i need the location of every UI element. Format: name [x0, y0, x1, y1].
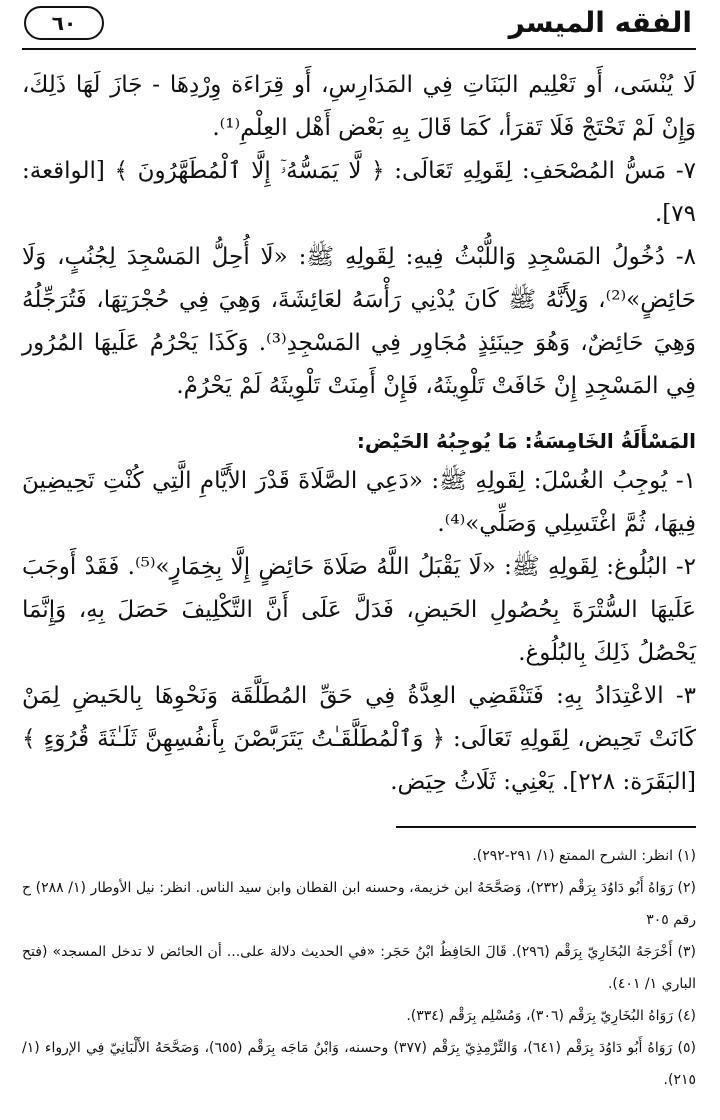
- main-text: [22, 64, 696, 804]
- paragraph-2: ٧- مَسُّ المُصْحَفِ: لِقَولِهِ تَعَالَى: ﴿ لَّا يَمَسُّهُۥٓ إِلَّا ٱلْمُطَهَّرُونَ ﴾ [الواقعة: ٧٩].: [22, 158, 696, 227]
- paragraph-6: ٣- الاعْتِدَادُ بِهِ: فَتَنْقَضِي العِدَّةُ فِي حَقِّ المُطَلَّقَة وَنَحْوِهَا بِالحَيضِ لِمَنْ كَانَتْ تَحِيض، لِقَولِهِ تَعَالَى: ﴿ وَٱلْمُطَلَّقَـٰتُ يَتَرَبَّصْنَ بِأَنفُسِهِنَّ ثَلَـٰثَةَ قُرُوٓءٍ ﴾ [البَقَرَة: ٢٢٨]. يَعْنِي: ثَلَاثُ حِيَض.: [22, 683, 696, 795]
- footnote-3: (٣) أَخْرَجَهُ البُخَارِيّ بِرَقْم (٢٩٦). قَالَ الحَافِظُ ابْنُ حَجَر: «في الحديث دلالة على... أن الحائض لا تدخل المسجد» (فتح الباري ١/ ٤٠١).: [22, 944, 696, 992]
- header-divider: [22, 48, 696, 50]
- paragraph-4: ١- يُوجِبُ الغُسْلَ: لِقَولِهِ ﷺ: «دَعِي الصَّلَاةَ قَدْرَ الأَيَّامِ الَّتِي كُنْتِ تَحِيضِينَ فِيهَا، ثُمَّ اغْتَسِلِي وَصَلِّي»⁽⁴⁾.: [22, 468, 696, 537]
- page-number: ٦٠: [24, 6, 104, 40]
- paragraph-3: ٨- دُخُولُ المَسْجِدِ وَاللُّبْثُ فِيهِ: لِقَولِهِ ﷺ: «لَا أُحِلُّ المَسْجِدَ لِجُنُبٍ، وَلَا حَائِضٍ»⁽²⁾، وَلِأَنَّهُ ﷺ كَانَ يُدْنِي رَأْسَهُ لعَائِشَةَ، وَهِيَ فِي حُجْرَتِهَا، فَتُرَجِّلُهُ وَهِيَ حَائِضٌ، وَهُوَ حِينَئِذٍ مُجَاوِر فِي المَسْجِدِ⁽³⁾. وَكَذَا يَحْرُمُ عَلَيهَا المُرُور فِي المَسْجِدِ إِنْ خَافَتْ تَلْوِيثَهُ، فَإِنْ أَمِنَتْ تَلْوِيثَهُ لَمْ يَحْرُمْ.: [22, 244, 696, 399]
- footnote-4: (٤) رَوَاهُ البُخَارِيّ بِرَقْم (٣٠٦)، وَمُسْلِم بِرَقْم (٣٣٤).: [406, 1008, 696, 1024]
- section-heading: المَسْأَلَةُ الخَامِسَةُ: مَا يُوجِبُهُ الحَيْض:: [356, 429, 696, 453]
- footnotes: [22, 840, 696, 1096]
- paragraph-1: لَا يُنْسَى، أَو تَعْلِيم البَنَاتِ فِي المَدَارِسِ، أَو قِرَاءَة وِرْدِهَا - جَازَ لَهَا ذَلِكَ، وَإِنْ لَمْ تَحْتَجْ فَلَا تَقرَأ، كَمَا قَالَ بِهِ بَعْض أَهْل العِلْمِ⁽¹⁾.: [22, 72, 696, 141]
- footnote-1: (١) انظر: الشرح الممتع (١/ ٢٩١-٢٩٢).: [472, 848, 696, 864]
- footnote-2: (٢) رَوَاهُ أَبُو دَاوُدَ بِرَقْم (٢٣٢)، وَصَحَّحَهُ ابن خزيمة، وحسنه ابن القطان وابن سيد الناس. انظر: نيل الأوطار (١/ ٢٨٨) ح رقم ٣٠٥: [22, 880, 696, 928]
- book-title: الفقه الميسر: [508, 6, 692, 39]
- footnote-5: (٥) رَوَاهُ أَبُو دَاوُدَ بِرَقْم (٦٤١)، وَالتِّرْمِذِيّ بِرَقْم (٣٧٧) وحسنه، وَابْنُ مَاجَه بِرَقْم (٦٥٥)، وَصَحَّحَهُ الأَلْبَانِيّ فِي الإرواء (١/ ٢١٥).: [22, 1040, 696, 1088]
- page-header: [22, 0, 696, 52]
- footnote-divider: [396, 826, 696, 828]
- paragraph-5: ٢- البُلُوغ: لِقَولِهِ ﷺ: «لَا يَقْبَلُ اللَّهُ صَلَاةَ حَائِضٍ إِلَّا بِخِمَارٍ»⁽⁵⁾. فَقَدْ أَوجَبَ عَلَيهَا السُّتْرَةَ بِحُصُولِ الحَيضِ، فَدَلَّ عَلَى أَنَّ التَّكْلِيفَ حَصَلَ بِهِ، وَإِنَّمَا يَحْصُلُ ذَلِكَ بِالبُلُوغ.: [22, 554, 697, 666]
